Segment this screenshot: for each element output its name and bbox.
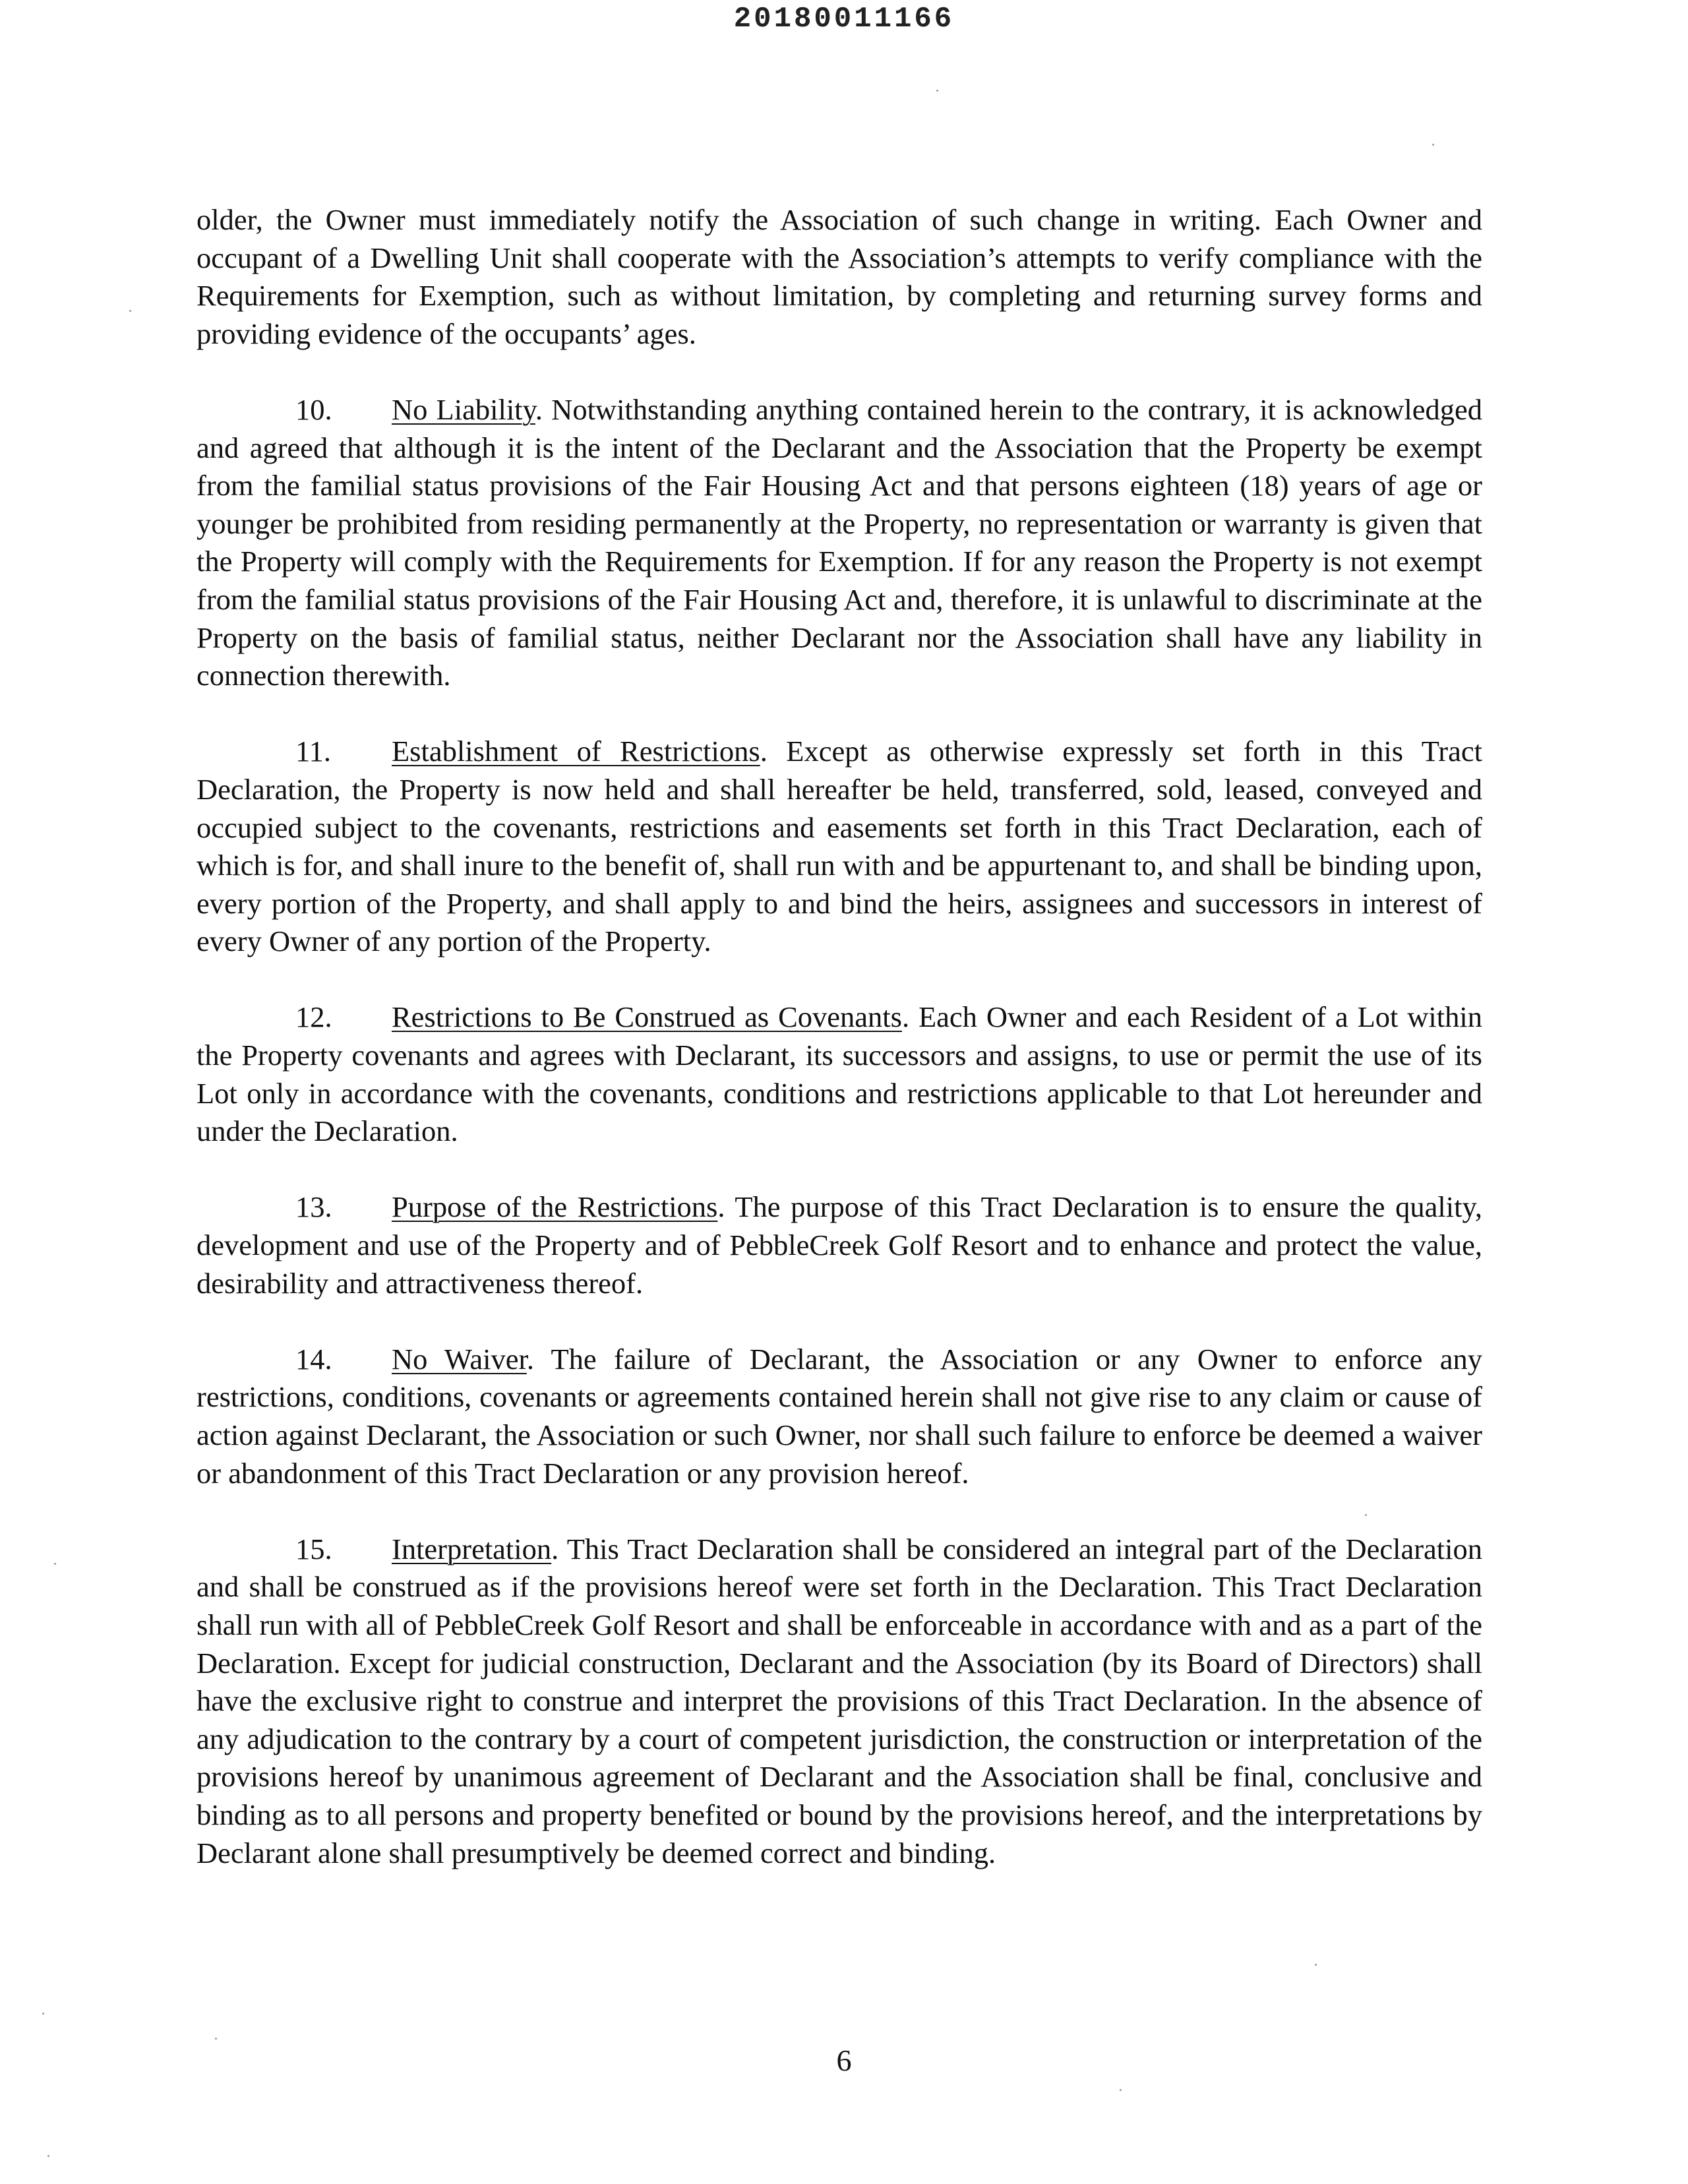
paragraph-heading: Establishment of Restrictions	[392, 735, 760, 768]
scan-speck	[42, 2013, 44, 2015]
paragraph-11	[196, 733, 1482, 961]
paragraph-number: 13.	[295, 1190, 332, 1224]
paragraph-14	[196, 1341, 1482, 1492]
paragraph-number: 10.	[295, 392, 332, 426]
paragraph-number: 12.	[295, 1000, 332, 1034]
scan-speck	[1120, 2089, 1122, 2091]
paragraph-continuation	[196, 201, 1482, 353]
paragraph-heading: Restrictions to Be Construed as Covenants	[392, 1000, 902, 1034]
paragraph-text: . This Tract Declaration shall be considered an integral part of the Declaration and shall be construed as if the provisions hereof were set forth in the Declaration. This Tract Declaration shall run with all of PebbleCreek Golf Resort and shall be enforceable in accordance with and as a part of the Declaration. Except for judicial construction, Declarant and the Association (by its Board of Directors) shall have the exclusive right to construe and interpret the provisions of this Tract Declaration. In the absence of any adjudication to the contrary by a court of competent jurisdiction, the construction or interpretation of the provisions hereof by unanimous agreement of Declarant and the Association shall be final, conclusive and binding as to all persons and property benefited or bound by the provisions hereof, and the interpretations by Declarant alone shall presumptively be deemed correct and binding.	[196, 1532, 1482, 1869]
scan-speck	[1315, 1964, 1317, 1966]
paragraph-text: . Except as otherwise expressly set forth in this Tract Declaration, the Property is now held and shall hereafter be held, transferred, sold, leased, conveyed and occupied subject to the covenants, restrictions and easements set forth in this Tract Declaration, each of which is for, and shall inure to the benefit of, shall run with and be appurtenant to, and shall be binding upon, every portion of the Property, and shall apply to and bind the heirs, assignees and successors in interest of every Owner of any portion of the Property.	[196, 735, 1482, 958]
paragraph-10	[196, 391, 1482, 695]
paragraph-heading: No Waiver	[392, 1342, 527, 1376]
paragraph-heading: No Liability	[392, 392, 535, 426]
paragraph-number: 11.	[295, 735, 331, 768]
scan-speck	[129, 310, 131, 312]
document-number: 20180011166	[733, 3, 955, 36]
paragraph-12	[196, 998, 1482, 1150]
paragraph-text: . The purpose of this Tract Declaration is to ensure the quality, development and use of the Property and of PebbleCreek Golf Resort and to enhance and protect the value, desirability and attractiveness thereof.	[196, 1190, 1482, 1300]
scan-speck	[54, 1563, 56, 1565]
scan-speck	[1432, 144, 1434, 146]
paragraph-15	[196, 1531, 1482, 1872]
scan-speck	[47, 2155, 49, 2157]
scan-speck	[936, 90, 938, 92]
page-number: 6	[836, 2044, 852, 2077]
paragraph-text: . The failure of Declarant, the Association or any Owner to enforce any restrictions, conditions, covenants or agreements contained herein shall not give rise to any claim or cause of action against Declarant, the Association or such Owner, nor shall such failure to enforce be deemed a waiver or abandonment of this Tract Declaration or any provision hereof.	[196, 1342, 1482, 1490]
paragraph-text: . Notwithstanding anything contained herein to the contrary, it is acknowledged and agreed that although it is the intent of the Declarant and the Association that the Property be exempt from the familial status provisions of the Fair Housing Act and that persons eighteen (18) years of age or younger be prohibited from residing permanently at the Property, no representation or warranty is given that the Property will comply with the Requirements for Exemption. If for any reason the Property is not exempt from the familial status provisions of the Fair Housing Act and, therefore, it is unlawful to discriminate at the Property on the basis of familial status, neither Declarant nor the Association shall have any liability in connection therewith.	[196, 392, 1482, 692]
paragraph-text: . Each Owner and each Resident of a Lot within the Property covenants and agrees with Declarant, its successors and assigns, to use or permit the use of its Lot only in accordance with the covenants, conditions and restrictions applicable to that Lot hereunder and under the Declaration.	[196, 1000, 1482, 1148]
scan-speck	[1365, 1514, 1367, 1516]
paragraph-heading: Interpretation	[392, 1532, 552, 1565]
scan-speck	[215, 2038, 217, 2040]
paragraph-number: 15.	[295, 1532, 332, 1565]
paragraph-heading: Purpose of the Restrictions	[392, 1190, 718, 1224]
paragraph-number: 14.	[295, 1342, 332, 1376]
paragraph-13	[196, 1188, 1482, 1302]
paragraph-text: older, the Owner must immediately notify the Association of such change in writing. Each Owner and occupant of a Dwelling Unit shall cooperate with the Association’s attempts to verify compliance with the Requirements for Exemption, such as without limitation, by completing and returning survey forms and providing evidence of the occupants’ ages.	[196, 203, 1482, 350]
document-body	[196, 201, 1482, 1910]
